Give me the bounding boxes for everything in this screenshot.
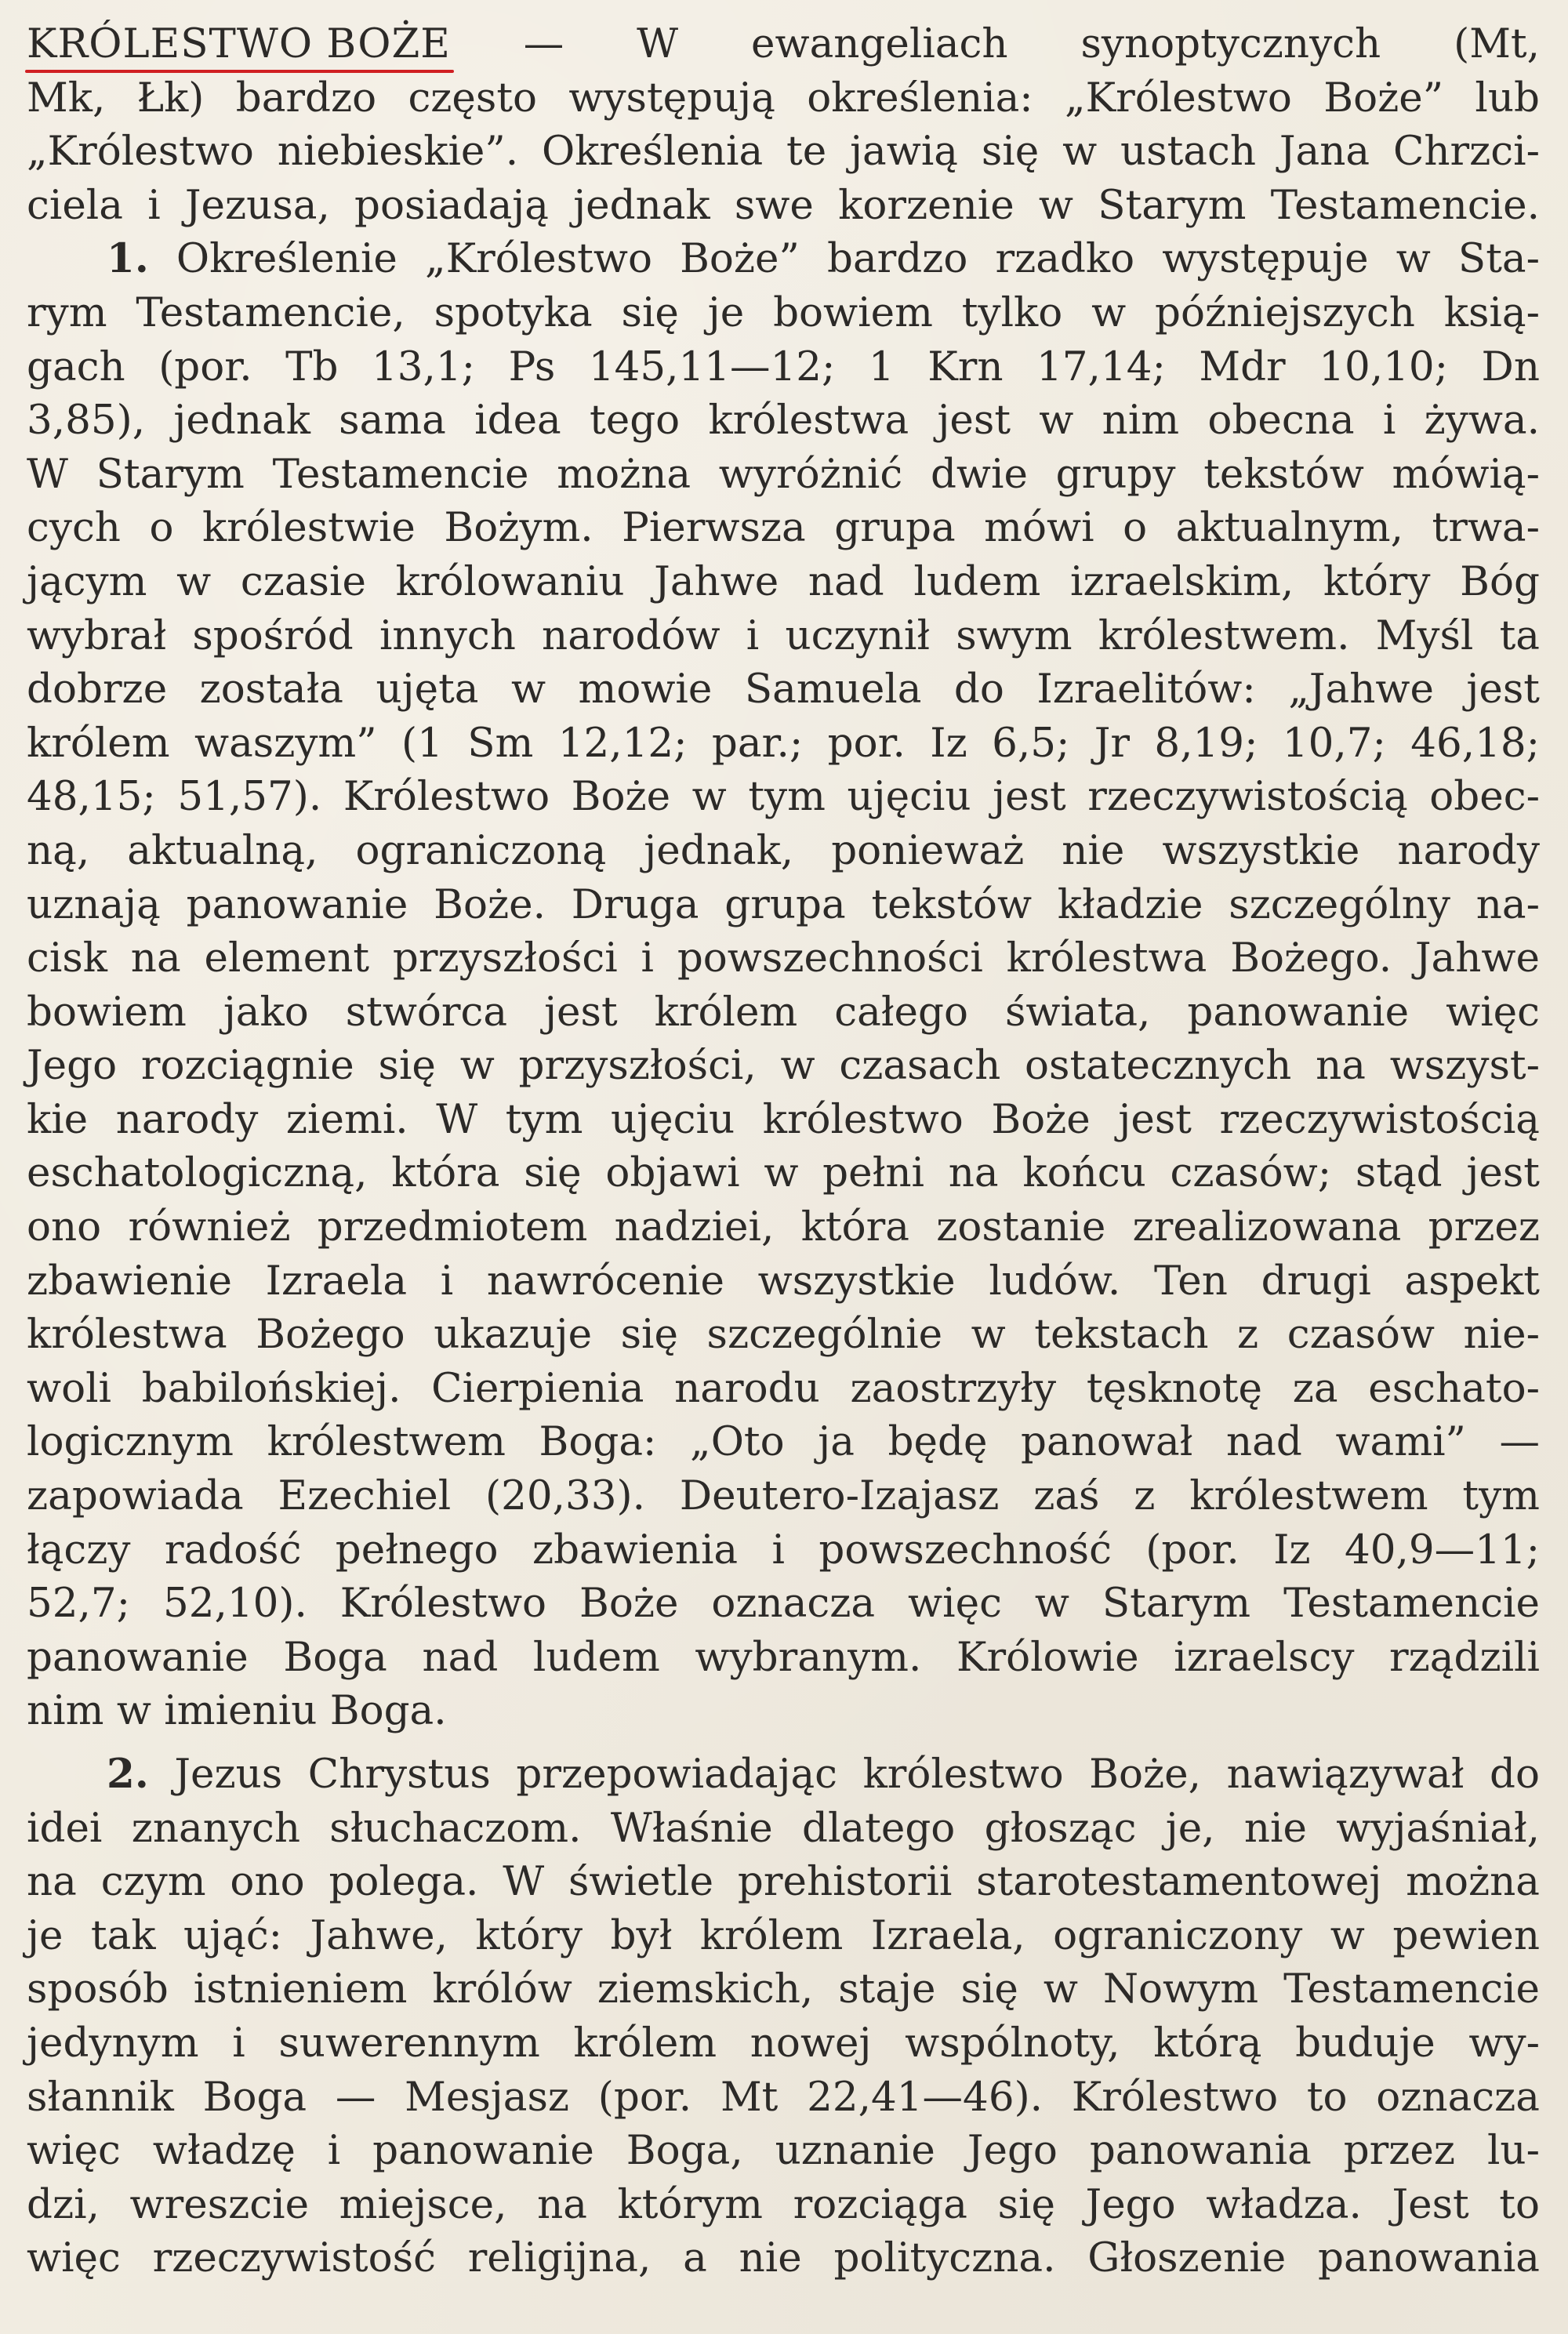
section1-line-11: 48,15; 51,57). Królestwo Boże w tym ujęciu jest rzeczywistością obec- bbox=[27, 773, 1540, 821]
section1-line-6: cych o królestwie Bożym. Pierwsza grupa mówi o aktualnym, trwa- bbox=[27, 504, 1540, 552]
section1-line-16: Jego rozciągnie się w przyszłości, w czasach ostatecznych na wszyst- bbox=[27, 1042, 1540, 1090]
section1-line-26: 52,7; 52,10). Królestwo Boże oznacza więc w Starym Testamencie bbox=[27, 1580, 1540, 1628]
section1-line-3: gach (por. Tb 13,1; Ps 145,11—12; 1 Krn 17,14; Mdr 10,10; Dn bbox=[27, 343, 1540, 390]
section1-line-14: cisk na element przyszłości i powszechności królestwa Bożego. Jahwe bbox=[27, 935, 1540, 982]
section1-line-23: logicznym królestwem Boga: „Oto ja będę panował nad wami” — bbox=[27, 1418, 1540, 1466]
section1-line-18: eschatologiczną, która się objawi w pełni na końcu czasów; stąd jest bbox=[27, 1149, 1540, 1197]
section1-line-9: dobrze została ujęta w mowie Samuela do Izraelitów: „Jahwe jest bbox=[27, 666, 1540, 713]
section2-line-9: dzi, wreszcie miejsce, na którym rozciąga się Jego władza. Jest to bbox=[27, 2180, 1540, 2228]
section2-line-8: więc władzę i panowanie Boga, uznanie Jego panowania przez lu- bbox=[27, 2127, 1540, 2175]
intro-line-3: „Królestwo niebieskie”. Określenia te jawią się w ustach Jana Chrzci- bbox=[27, 128, 1540, 176]
section2-line-1: 2. Jezus Chrystus przepowiadając królestwo Boże, nawiązywał do bbox=[107, 1751, 1540, 1798]
section2-line-5: sposób istnieniem królów ziemskich, staje się w Nowym Testamencie bbox=[27, 1966, 1540, 2013]
section1-line-13: uznają panowanie Boże. Druga grupa tekstów kładzie szczególny na- bbox=[27, 880, 1540, 928]
section1-line-5: W Starym Testamencie można wyróżnić dwie grupy tekstów mówią- bbox=[27, 450, 1540, 498]
article-text bbox=[27, 17, 1540, 2285]
section2-line-6: jedynym i suwerennym królem nowej wspólnoty, którą buduje wy- bbox=[27, 2019, 1540, 2067]
section1-line-21: królestwa Bożego ukazuje się szczególnie w tekstach z czasów nie- bbox=[27, 1311, 1540, 1359]
section2-number: 2. bbox=[107, 1751, 149, 1798]
section2-line-2: idei znanych słuchaczom. Właśnie dlatego głosząc je, nie wyjaśniał, bbox=[27, 1804, 1540, 1852]
section1-line-1: 1. Określenie „Królestwo Boże” bardzo rzadko występuje w Sta- bbox=[107, 235, 1540, 283]
section1-line-20: zbawienie Izraela i nawrócenie wszystkie ludów. Ten drugi aspekt bbox=[27, 1257, 1540, 1305]
intro-line-4: ciela i Jezusa, posiadają jednak swe korzenie w Starym Testamencie. bbox=[27, 181, 1540, 229]
section1-line-4: 3,85), jednak sama idea tego królestwa jest w nim obecna i żywa. bbox=[27, 397, 1540, 445]
section1-line-2: rym Testamencie, spotyka się je bowiem tylko w późniejszych ksią- bbox=[27, 289, 1540, 336]
paragraph-gap bbox=[27, 1738, 1540, 1748]
section1-line-15: bowiem jako stwórca jest królem całego świata, panowanie więc bbox=[27, 988, 1540, 1036]
section-2 bbox=[27, 1748, 1540, 2285]
section2-line-10: więc rzeczywistość religijna, a nie polityczna. Głoszenie panowania bbox=[27, 2234, 1540, 2282]
section1-line-25: łączy radość pełnego zbawienia i powszechność (por. Iz 40,9—11; bbox=[27, 1526, 1540, 1574]
section2-line-4: je tak ująć: Jahwe, który był królem Izraela, ograniczony w pewien bbox=[27, 1911, 1540, 1959]
section1-line-8: wybrał spośród innych narodów i uczynił swym królestwem. Myśl ta bbox=[27, 612, 1540, 659]
section1-line-22: woli babilońskiej. Cierpienia narodu zaostrzyły tęsknotę za eschato- bbox=[27, 1364, 1540, 1412]
section2-line-7: słannik Boga — Mesjasz (por. Mt 22,41—46). Królestwo to oznacza bbox=[27, 2073, 1540, 2121]
section1-line-27: panowanie Boga nad ludem wybranym. Królowie izraelscy rządzili bbox=[27, 1633, 1540, 1681]
section1-line-10: królem waszym” (1 Sm 12,12; par.; por. Iz 6,5; Jr 8,19; 10,7; 46,18; bbox=[27, 719, 1540, 767]
section-1 bbox=[27, 232, 1540, 1738]
section1-line-7: jącym w czasie królowaniu Jahwe nad ludem izraelskim, który Bóg bbox=[27, 557, 1540, 605]
section1-line-12: ną, aktualną, ograniczoną jednak, ponieważ nie wszystkie narody bbox=[27, 826, 1540, 874]
section2-line-3: na czym ono polega. W świetle prehistorii starotestamentowej można bbox=[27, 1858, 1540, 1906]
section1-line-19: ono również przedmiotem nadziei, która zostanie zrealizowana przez bbox=[27, 1203, 1540, 1251]
intro-line-1: KRÓLESTWO BOŻE — W ewangeliach synoptycznych (Mt, bbox=[27, 17, 1540, 71]
section1-line-28: nim w imieniu Boga. bbox=[27, 1687, 447, 1735]
intro-line-2: Mk, Łk) bardzo często występują określenia: „Królestwo Boże” lub bbox=[27, 74, 1540, 122]
headword: KRÓLESTWO BOŻE bbox=[27, 17, 451, 71]
section1-line-24: zapowiada Ezechiel (20,33). Deutero-Izajasz zaś z królestwem tym bbox=[27, 1472, 1540, 1520]
section1-number: 1. bbox=[107, 235, 149, 283]
section1-line-17: kie narody ziemi. W tym ujęciu królestwo Boże jest rzeczywistością bbox=[27, 1095, 1540, 1143]
